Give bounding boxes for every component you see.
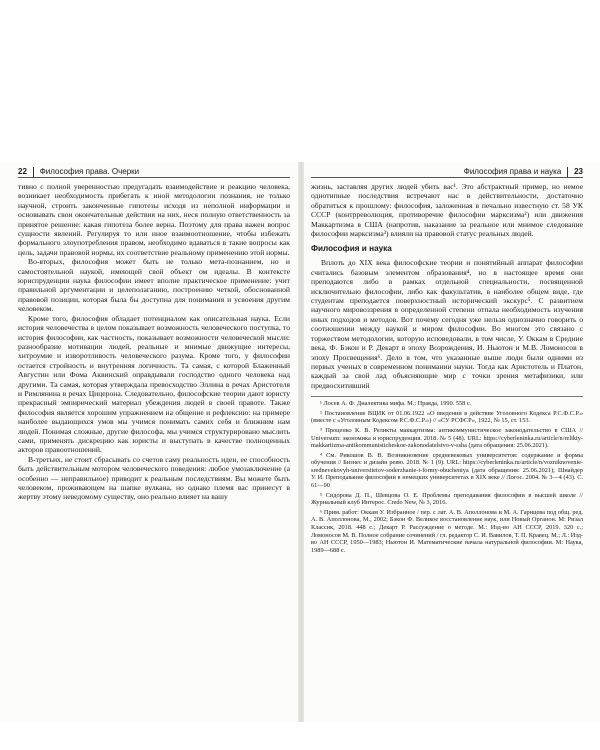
left-page-header: [18, 166, 290, 178]
header-divider: [33, 167, 34, 177]
right-page-header: [311, 166, 583, 178]
right-page-number: 23: [574, 166, 583, 176]
background-top: [0, 0, 600, 162]
right-running-head: Философия права и наука: [463, 166, 562, 176]
paragraph: тивно с полной уверенностью предугадать взаимодействие и реакцию человека, возникает необходимость прибегать к иной методологии познания, не только научной, строить законченные гипотезы исходя из неполной информации и основывать свои окончательные действия на них, неся полную ответственность за принятое решение: какая гипотеза более верна. Поэтому для права важен вопрос сущности явлений. Регулируя то или иное взаимоотношение, чтобы избежать формального злоупотребления правом, необходимо вдаваться в такие вопросы как цель, задачи правовой нормы, их соответствие реальному применению этой нормы.: [18, 182, 290, 257]
left-page-number: 22: [18, 166, 27, 176]
left-page: [18, 166, 290, 714]
paragraph: В-третьих, не стоит сбрасывать со счетов саму реальность идеи, ее способность быть действительным мотором человеческого поведения: любое умозаключение (а особенно — неправильное) приводит к реальным последствиям. Вы можете быть человеком, проживающем на шапке вулкана, но однако племя вас принесут в жертву этому неведомому существу, оно реально влияет на вашу: [18, 454, 290, 502]
paragraph: Вплоть до XIX века философские теории и понятийный аппарат философии считались базовым элементом образования⁴, но в настоящее время они преподаются либо в рамках отдельной специальности, посвященной исключительно философии, либо как факультатив, в наиболее общем виде, где студентам преподается поверхностный исторический экскурс⁵. С развитием научного мировоззрения в определенной степени отпала необходимость изучения иных подходов и методов. Вот почему сегодня уже нельзя однозначно говорить о соотношении между наукой и миром философии. Во многом это связано с торжеством методологии, которую исповедовали, в том числе, У. Оккам в Средние века, Ф. Бэкон и Р. Декарт в эпоху Возрождения, И. Ньютон и М.В. Ломоносов в эпоху Просвещения⁶. Дело в том, что указанные выше люди были одними из первых ученых в современном понимании науки. Тогда как Аристотель и Платон, каждый за свой лад объясняющие мир с точки зрения метафизики, или предвосхитивший: [311, 258, 583, 390]
background-bottom: [0, 722, 600, 750]
book-gutter: [298, 162, 304, 722]
left-page-body: [18, 182, 290, 502]
footnote: ⁵ Сидорова Д. П., Шевцова О. Е. Проблемы преподавания философии в высшей школе // Журнальный клуб Интерос. Credo New, № 3, 2016.: [311, 491, 583, 507]
paragraph: Во-вторых, философия может быть не только мета-познанием, но и самостоятельной наукой, имеющей свой объект ом идеалы. В контексте юриспруденции наука философии имеет вполне практическое применение: учит правильной аргументации и целеполаганию, построению четкой, обоснованной правовой позиции, которая была бы доступна для понимания и усвоения другим человеком.: [18, 257, 290, 314]
footnote: ⁶ Прим. работ: Оккам У. Избранное / пер. с лат. А. В. Аполлонова и М. А. Гарнцева под общ. ред. А. В. Аполлонова, М., 2002; Бэкон Ф. Великое восстановление наук, или Новый Органон. М: Ризал Классик, 2018. 448 с.; Декарт Р. Рассуждение о методе. М.: Изд-во АН СССР, 2019. 320 с.; Ломоносов М. В. Полное собрание сочинений / гл. редактор С. И. Вавилов, Т. П. Кравец. М.; Л.: Изд-во АН СССР, 1950—1983; Ньютон И. Математические начала натуральной философии. М: Наука, 1989—688 с.: [311, 508, 583, 554]
paragraph: жизнь, заставляя других людей убить вас¹. Это абстрактный пример, но немое однотипные последствия встречают нас в действительности, достаточно обратиться к прошлому: философия, заложенная в печально известную ст. 58 УК СССР (контрреволюция, противоречие философии марксизма²) или движения Маккартизма в США (напротив, наказание за реальное или мнимое следование философии марксизма³) влияли на правовой статус реальных людей.: [311, 182, 583, 239]
footnote: ¹ Лосев А. Ф. Диалектика мифа. М.: Правда, 1990. 558 с.: [320, 400, 472, 408]
header-divider: [567, 167, 568, 177]
footnote: ³ Проценко К. В. Реликты маккартизма: антикоммунистическое законодательство в США // Universum: экономика и юриспруденция. 2018. № 5 (48). URL: https://cyberleninka.ru/article/n/relikty-makkartizma-antikommunisticheskoe-zakonodatelstvo-v-ssha (дата обращения: 25.06.2021).: [311, 426, 583, 450]
footnotes: [311, 396, 583, 554]
left-running-head: Философия права. Очерки: [39, 166, 140, 176]
paragraph: Кроме того, философия обладает потенциалом как описательная наука. Если история человечества в целом показывает возможность человеческого поступка, то история философии, как частность, показывает возможности человеческой мысли: разнообразие мотивации людей, реальные и мнимые движущие интересы, хитроумие и изворотливость человеческого разума. Кроме того, у философии остается стройность и внутренняя логичность. Та самая, с которой Блаженный Августин или Фома Аквинский оправдывали господство одного человека над другими. Та самая, которая утверждала превосходство Эллина в речах Аристотеля и Римлянина в речах Цицерона. Следовательно, философские теории дают юристу прекрасный эмпирический материал убеждения людей в своей правоте. Также философия является хорошим упражнением на общение и рефлексию: на примере наиболее выдающихся умов мы учимся понимать самих себя и ближним нам людей. Понимая сложные, другие философа, мы учимся структурировано мыслить сами, применять дискрецию как юристы и выступать в качестве полноценных акторов правоотношений.: [18, 313, 290, 455]
right-page-body: [311, 182, 583, 554]
footnote: ⁴ См. Рикошов В. В. Возникновение средневековых университетов: содержание и формы обучения // Бизнес и дизайн ревю. 2018. № 1 (9). URL: https://cyberleninka.ru/article/n/vozniknovenie-srednevekovyh-universitetov-soderzhanie-i-formy-obucheniya (дата обращения: 25.06.2021); Шнайдер У. И. Преподавание философии в немецких университетах в XIX веке // Логос. 2004. № 3—4 (43). С. 61—90: [311, 451, 583, 490]
right-page: [311, 166, 583, 714]
section-heading: Философия и наука: [311, 244, 392, 254]
footnote: ² Постановление ВЦИК от 01.06.1922 «О введении в действие Уголовного Кодекса Р.С.Ф.С.Р.» (вместе с «Уголовным Кодексом Р.С.Ф.С.Р.») // «СУ РСФСР», 1922, № 15, ст. 153.: [311, 409, 583, 425]
